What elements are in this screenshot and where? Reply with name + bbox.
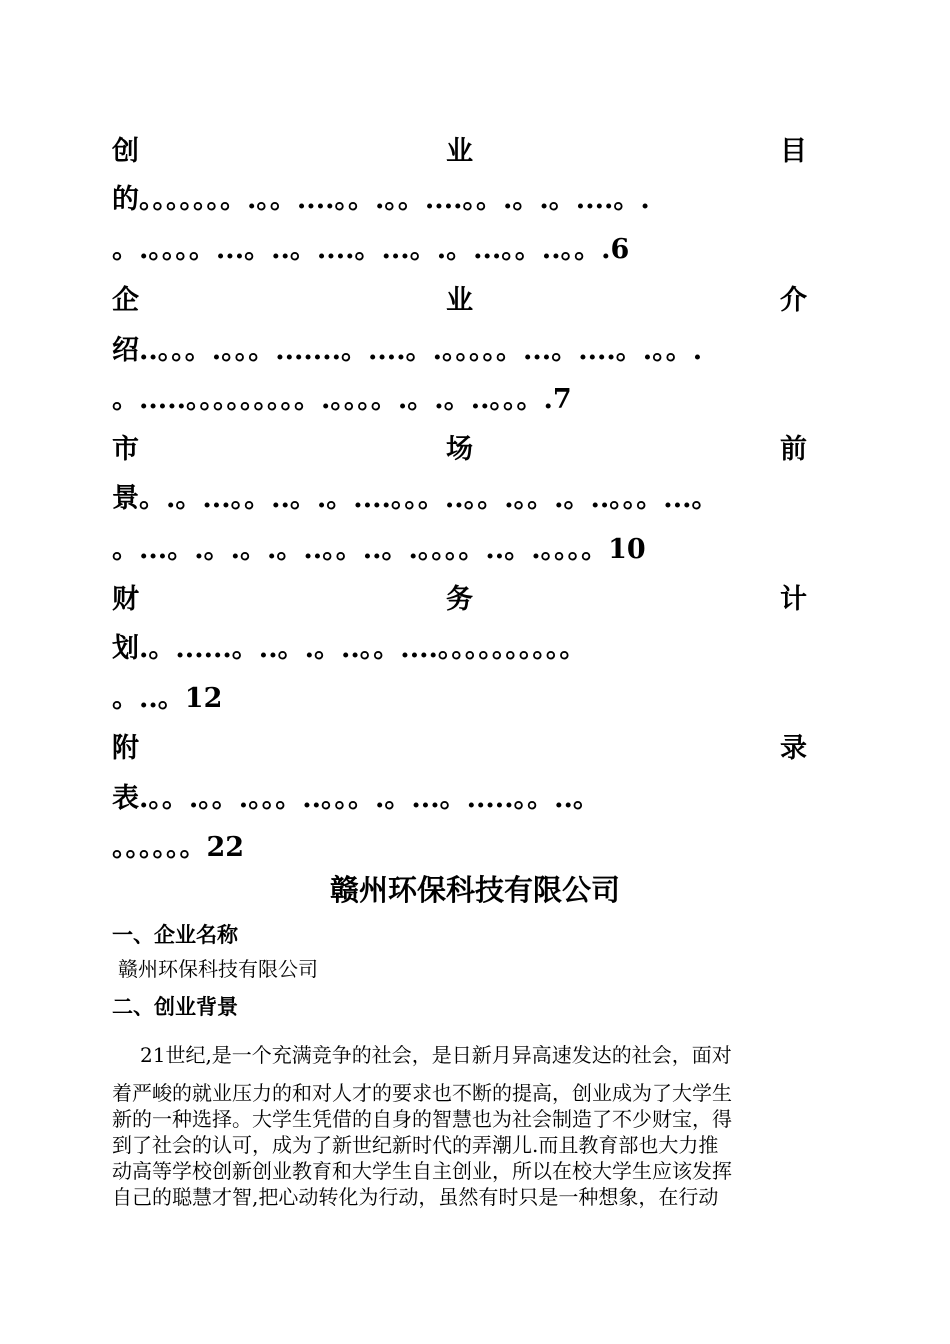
toc-entry-2-line2: 绍..。。。.。。。.......。....。.。。。。。...。....。.。。. bbox=[112, 335, 703, 366]
toc-entry-2-char-1: 企 bbox=[112, 285, 139, 316]
toc-entry-3-heading bbox=[112, 436, 807, 463]
toc-entry-2-char-2: 业 bbox=[446, 285, 473, 316]
toc-entry-3-char-1: 市 bbox=[112, 434, 139, 465]
section-2-heading: 二、创业背景 bbox=[112, 994, 238, 1019]
toc-entry-5-heading bbox=[112, 735, 807, 762]
toc-entry-1-line2: 的。。。。。。。.。。....。。.。。....。。.。.。....。. bbox=[112, 184, 650, 215]
toc-entry-1-char-2: 业 bbox=[446, 136, 473, 167]
section-2-line: 到了社会的认可，成为了新世纪新时代的弄潮儿.而且教育部也大力推 bbox=[112, 1133, 719, 1157]
section-2-line: 动高等学校创新创业教育和大学生自主创业，所以在校大学生应该发挥 bbox=[112, 1159, 732, 1183]
toc-entry-4-char-3: 计 bbox=[780, 584, 807, 615]
toc-entry-2-char-3: 介 bbox=[780, 285, 807, 316]
toc-entry-2-heading bbox=[112, 287, 807, 314]
section-1-body: 赣州环保科技有限公司 bbox=[118, 957, 318, 981]
toc-entry-3-char-3: 前 bbox=[780, 434, 807, 465]
section-2-line: 着严峻的就业压力的和对人才的要求也不断的提高，创业成为了大学生 bbox=[112, 1081, 732, 1105]
section-2-line: 新的一种选择。大学生凭借的自身的智慧也为社会制造了不少财宝，得 bbox=[112, 1107, 732, 1131]
toc-entry-3-char-2: 场 bbox=[446, 434, 473, 465]
toc-entry-5-line2: 表.。。.。。.。。。..。。。.。...。.....。。..。 bbox=[112, 783, 600, 814]
company-title: 赣州环保科技有限公司 bbox=[329, 873, 620, 907]
toc-entry-1-char-1: 创 bbox=[112, 136, 139, 167]
section-1-heading: 一、企业名称 bbox=[112, 922, 238, 947]
toc-entry-1-char-3: 目 bbox=[780, 136, 807, 167]
toc-entry-3-line3: 。...。.。.。.。..。。..。.。。。。..。.。。。。10 bbox=[112, 534, 646, 565]
toc-entry-3-line2: 景。.。...。。..。.。....。。。..。。.。。.。..。。。...。 bbox=[112, 483, 719, 514]
toc-entry-4-char-1: 财 bbox=[112, 584, 139, 615]
toc-entry-4-line2: 划.。......。..。.。..。。....。。。。。。。。。。 bbox=[112, 633, 587, 664]
section-2-line: 自己的聪慧才智,把心动转化为行动，虽然有时只是一种想象，在行动 bbox=[112, 1185, 719, 1209]
section-2-paragraph bbox=[112, 1080, 812, 1210]
toc-entry-5-char-2: 录 bbox=[780, 733, 807, 764]
section-2-first-line: 21世纪,是一个充满竞争的社会，是日新月异高速发达的社会，面对 bbox=[140, 1043, 732, 1067]
toc-entry-4-heading bbox=[112, 586, 807, 613]
toc-entry-5-char-1: 附 bbox=[112, 733, 139, 764]
toc-entry-4-line3: 。..。12 bbox=[112, 683, 223, 714]
toc-entry-4-char-2: 务 bbox=[446, 584, 473, 615]
toc-entry-1-line3: 。.。。。。...。..。....。...。.。...。。..。。.6 bbox=[112, 234, 630, 265]
toc-entry-2-line3: 。.....。。。。。。。。。.。。。。.。.。..。。。.7 bbox=[112, 384, 572, 415]
toc-entry-1-heading bbox=[112, 138, 807, 165]
toc-entry-5-line3: 。。。。。。22 bbox=[112, 832, 245, 863]
